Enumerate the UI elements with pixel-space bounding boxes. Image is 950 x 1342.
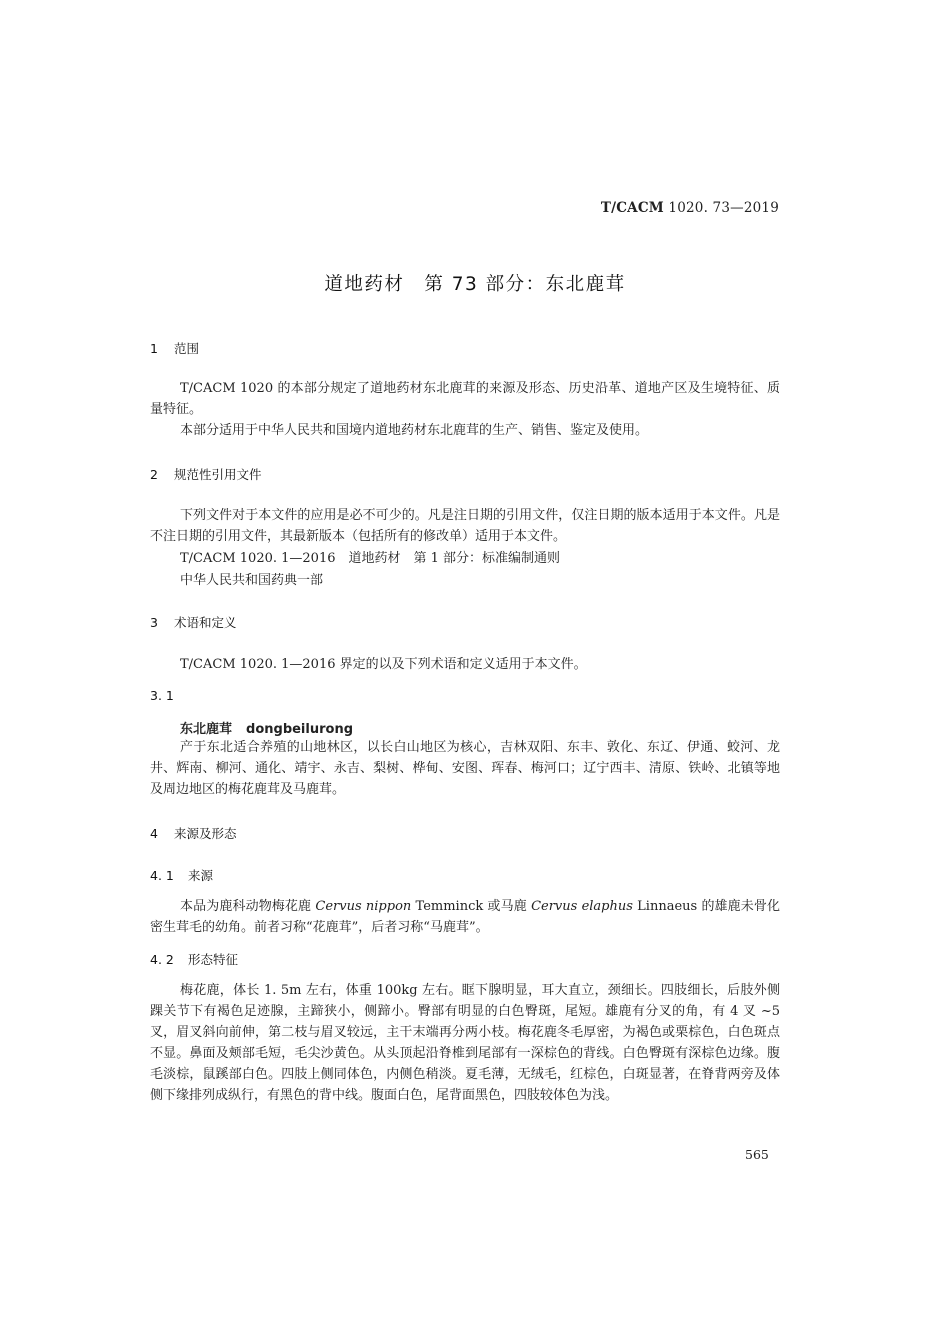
section-heading-references: 2 规范性引用文件 xyxy=(150,467,262,482)
term-entry xyxy=(180,718,353,737)
standard-code: T/CACM 1020. 73—2019 xyxy=(600,200,779,216)
subsection-heading-source: 4. 1 来源 xyxy=(150,868,214,883)
reference-item-2: 中华人民共和国药典一部 xyxy=(180,573,324,588)
subsection-heading-morphology: 4. 2 形态特征 xyxy=(150,952,239,967)
term-name: 东北鹿茸 xyxy=(180,722,233,737)
reference-item-1: T/CACM 1020. 1—2016 道地药材 第 1 部分：标准编制通则 xyxy=(180,551,561,566)
terms-paragraph: T/CACM 1020. 1—2016 界定的以及下列术语和定义适用于本文件。 xyxy=(180,657,587,672)
scope-paragraph-2: 本部分适用于中华人民共和国境内道地药材东北鹿茸的生产、销售、鉴定及使用。 xyxy=(180,423,649,438)
morphology-paragraph: 梅花鹿，体长 1. 5m 左右，体重 100kg 左右。眶下腺明显，耳大直立，颈细长。四肢细长，后肢外侧踝关节下有褐色足迹腺，主蹄狭小，侧蹄小。臀部有明显的白色臀斑，尾短。雄鹿有分叉的角，有 4 叉 ~5 叉，眉叉斜向前伸，第二枝与眉叉较远，主干末端再分两小枝。梅花鹿冬毛厚密，为褐色或栗棕色，白色斑点不显。鼻面及颊部毛短，毛尖沙黄色。从头顶起沿脊椎到尾部有一深棕色的背线。白色臀斑有深棕色边缘。腹毛淡棕，鼠蹊部白色。四肢上侧同体色，内侧色稍淡。夏毛薄，无绒毛，红棕色，白斑显著，在脊背两旁及体侧下缘排列成纵行，有黑色的背中线。腹面白色，尾背面黑色，四肢较体色为浅。 xyxy=(150,983,780,1103)
scope-paragraph-1: T/CACM 1020 的本部分规定了道地药材东北鹿茸的来源及形态、历史沿革、道地产区及生境特征、质量特征。 xyxy=(150,381,780,417)
term-pinyin: dongbeilurong xyxy=(246,722,354,737)
subsection-number-3-1: 3. 1 xyxy=(150,688,174,703)
page-number: 565 xyxy=(745,1147,769,1162)
references-paragraph: 下列文件对于本文件的应用是必不可少的。凡是注日期的引用文件，仅注日期的版本适用于本文件。凡是不注日期的引用文件，其最新版本（包括所有的修改单）适用于本文件。 xyxy=(150,508,780,544)
latin-name-red-deer: Cervus elaphus xyxy=(531,899,633,914)
latin-name-sika: Cervus nippon xyxy=(315,899,412,914)
term-definition: 产于东北适合养殖的山地林区，以长白山地区为核心，吉林双阳、东丰、敦化、东辽、伊通、蛟河、龙井、辉南、柳河、通化、靖宇、永吉、梨树、桦甸、安图、珲春、梅河口；辽宁西丰、清原、铁岭、北镇等地及周边地区的梅花鹿茸及马鹿茸。 xyxy=(150,740,780,797)
source-paragraph: 本品为鹿科动物梅花鹿 Cervus nippon Temminck 或马鹿 Cervus elaphus Linnaeus 的雄鹿未骨化密生茸毛的幼角。前者习称“花鹿茸”，后者习称“马鹿茸”。 xyxy=(150,899,781,935)
section-heading-source-morphology: 4 来源及形态 xyxy=(150,826,237,841)
section-heading-terms: 3 术语和定义 xyxy=(150,615,237,630)
section-heading-scope: 1 范围 xyxy=(150,341,200,356)
document-title: 道地药材 第 73 部分：东北鹿茸 xyxy=(324,274,626,295)
